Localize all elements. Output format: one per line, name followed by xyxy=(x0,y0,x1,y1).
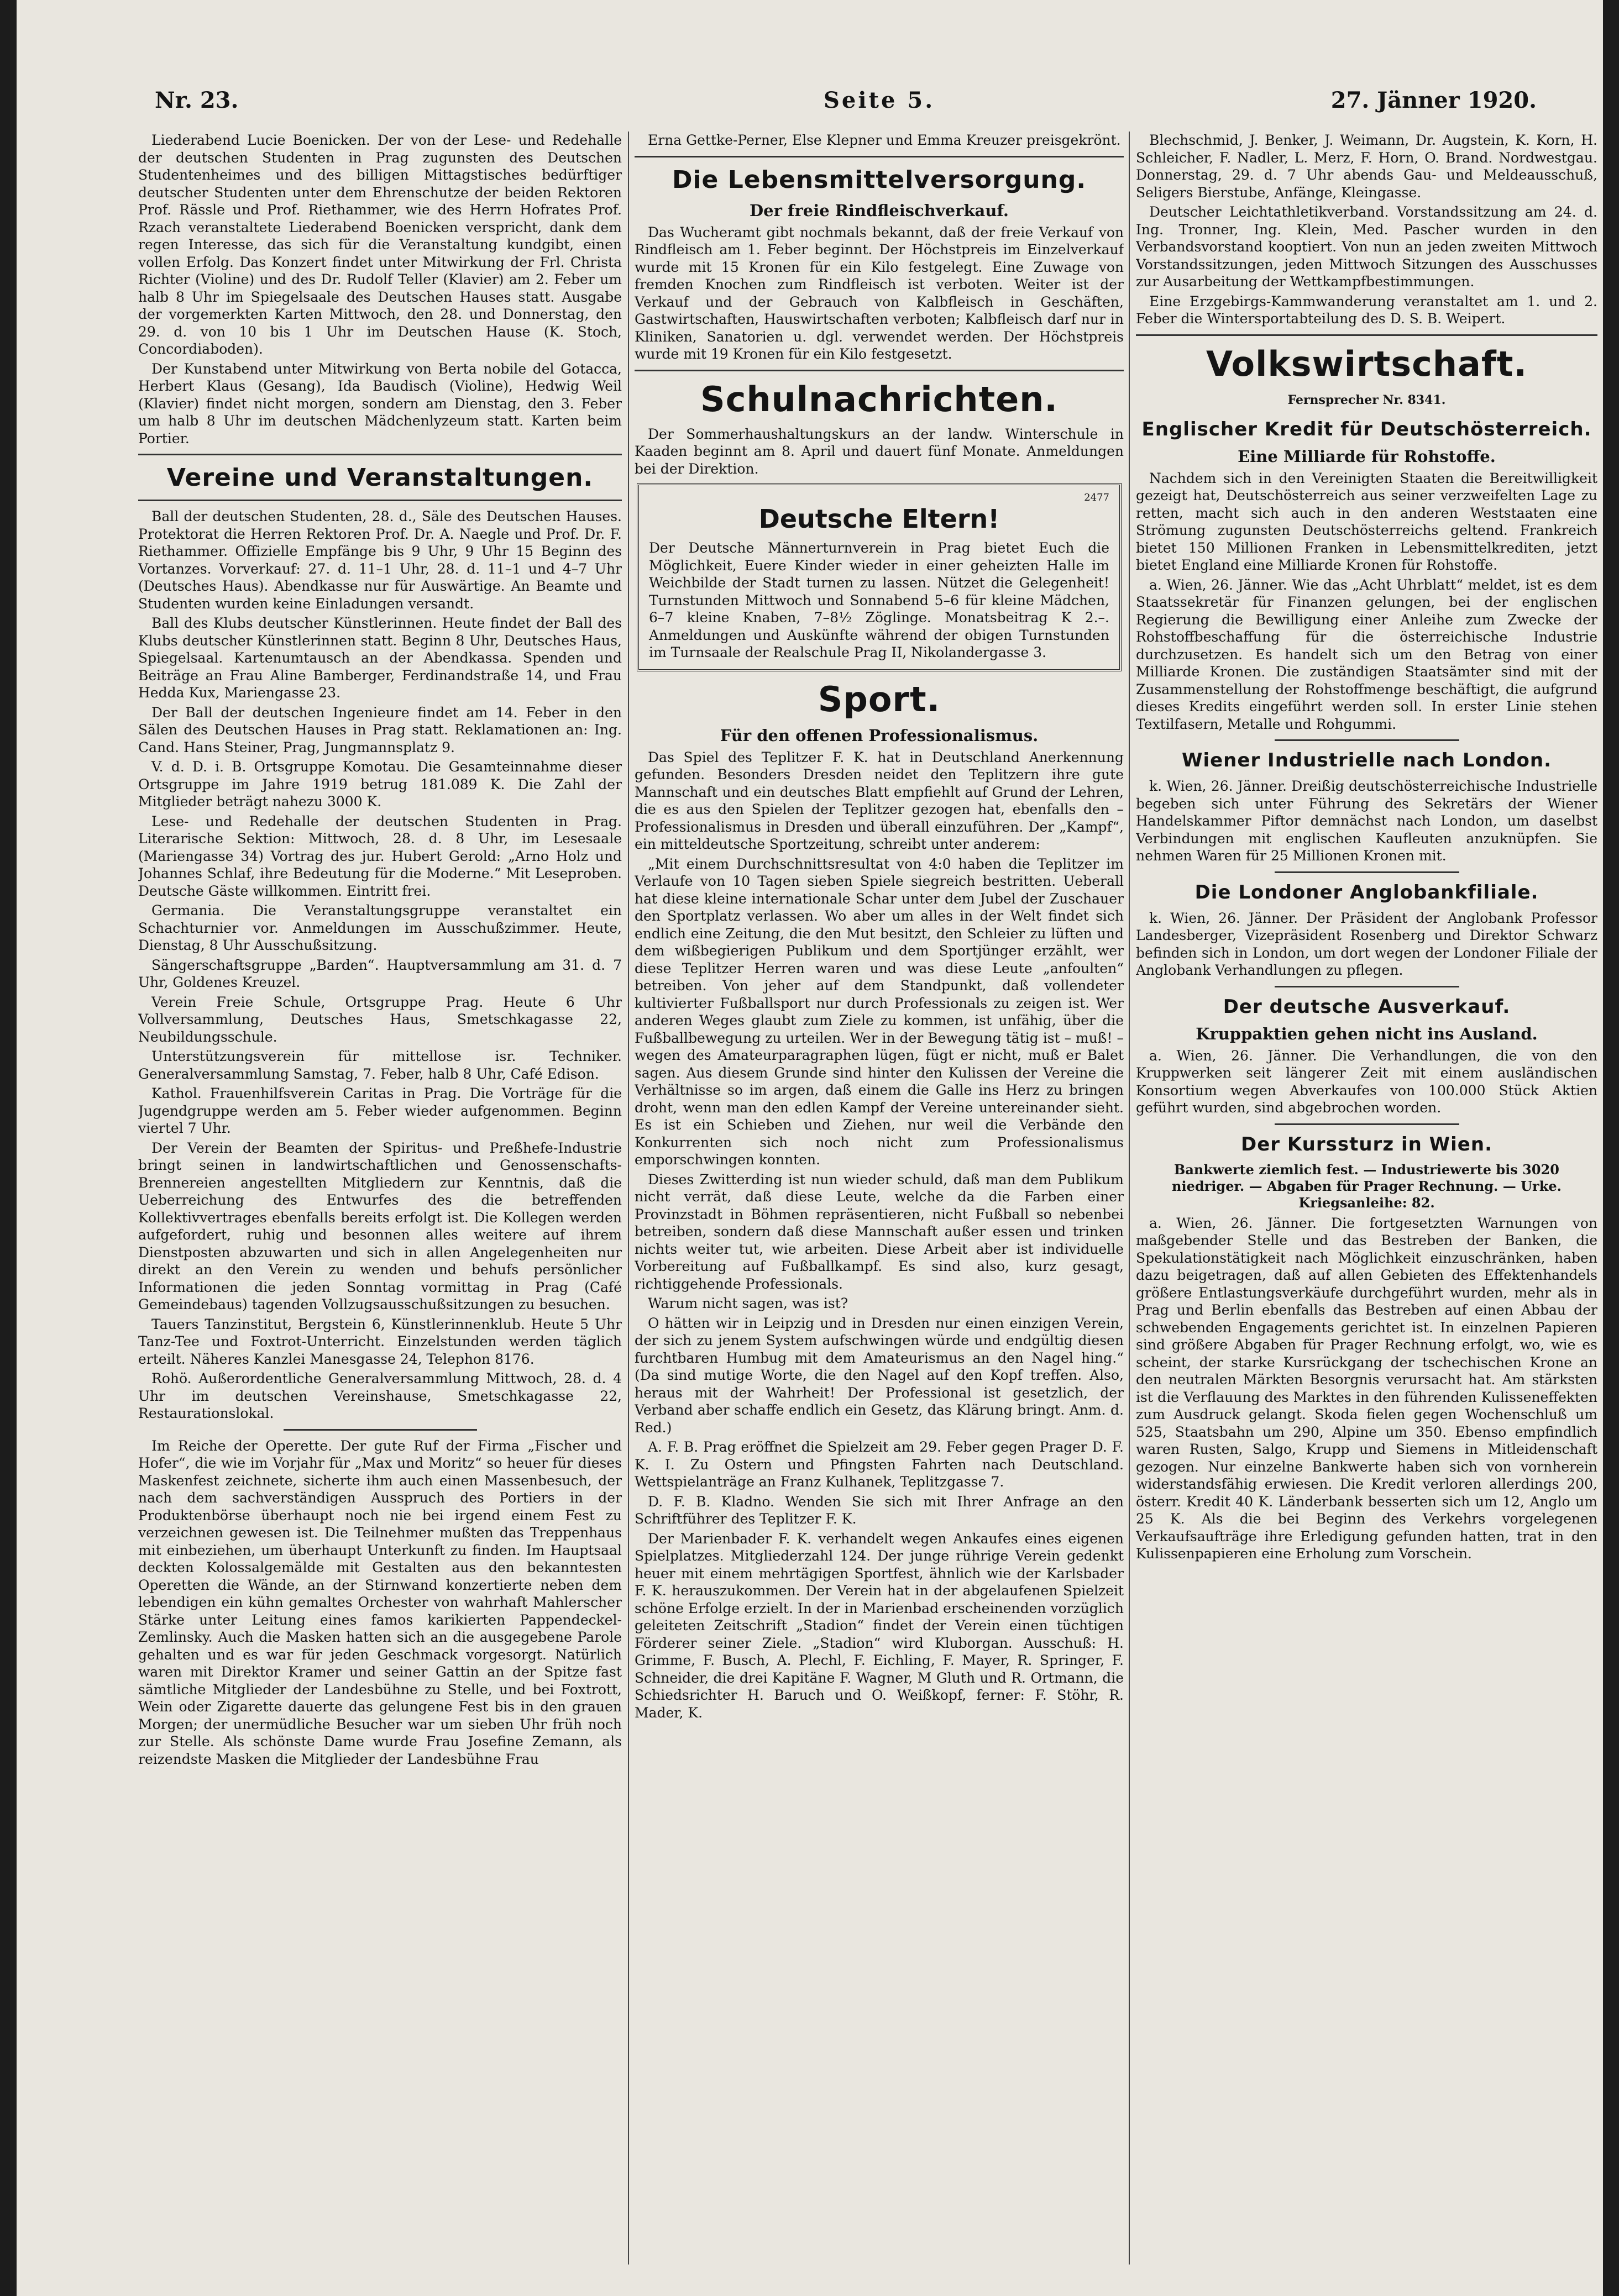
section-heading-sport: Sport. xyxy=(818,679,941,719)
notice-paragraph: Sängerschaftsgruppe „Barden“. Hauptversammlung am 31. d. 7 Uhr, Goldenes Kreuzel. xyxy=(138,957,622,990)
article-paragraph: Blechschmid, J. Benker, J. Weimann, Dr. Augstein, K. Korn, H. Schleicher, F. Nadler, L. Merz, F. Horn, O. Brand. Nordwestgau. Donnerstag, 29. d. 7 Uhr abends Gau- und Meldeausschuß, Seligers Bierstube, Anfänge, Kleingasse. xyxy=(1136,132,1597,201)
article-paragraph: k. Wien, 26. Jänner. Der Präsident der Anglobank Professor Landesberger, Vizepräsident Rosenberg und Direktor Schwarz befinden sich in London, um dort wegen der Londoner Filiale der Anglobank Verhandlungen zu pflegen. xyxy=(1136,910,1597,978)
newspaper-page xyxy=(17,0,1603,2296)
section-heading-vereine: Vereine und Veranstaltungen. xyxy=(166,464,594,492)
article-paragraph: D. F. B. Kladno. Wenden Sie sich mit Ihrer Anfrage an den Schriftführer des Teplitzer F. K. xyxy=(635,1493,1124,1527)
column-right xyxy=(1136,132,1597,2265)
article-paragraph: Erna Gettke-Perner, Else Klepner und Emma Kreuzer preisgekrönt. xyxy=(648,132,1121,148)
divider xyxy=(138,454,622,455)
divider xyxy=(1275,986,1459,987)
article-paragraph: „Mit einem Durchschnittsresultat von 4:0 haben die Teplitzer im Verlaufe von 10 Tagen sieben Spiele siegreich bestritten. Ueberall hat diese kleine internationale Schar unter dem Jubel der Zuschauer den Sportplatz verlassen. Wo aber um alles in der Welt findet sich endlich eine Zeitung, die den Mut besitzt, den Schleier zu lüften und dem wißbegierigen Publikum und dem Sportjünger erzählt, wer diese Teplitzer Herren waren und was diese Leute „anfoulten“ betreiben. Von jeher auf dem Standpunkt, daß vollendeter kultivierter Fußballsport nur durch Professionals zu zeigen ist. Wer anderen Weges glaubt zum Ziele zu kommen, ist unfähig, über die Fußballbewegung zu urteilen. Wer in der Bewegung tätig ist – muß! – wegen des Amateurparagraphen lügen, fügt er nicht, muß er Balet sagen. Aus diesem Grunde sind hinter den Kulissen der Vereine die Verhältnisse so im argen, daß einem die Galle ins Herz zu bringen droht, wenn man den edlen Kampf der Vereine untereinander sieht. Es ist ein Schieben und Ziehen, nur weil die Verbände den Konkurrenten sich noch nicht zum Professionalismus emporschwingen konnten. xyxy=(635,855,1124,1168)
article-paragraph: Liederabend Lucie Boenicken. Der von der Lese- und Redehalle der deutschen Studenten in Prag zugunsten des Deutschen Studentenheimes und des billigen Mittagstisches bedürftiger deutscher Studenten unter dem Ehrenschutze der beiden Rektoren Prof. Rässle und Prof. Riethammer, wie des Herrn Hofrates Prof. Rzach veranstaltete Liederabend Boenicken verspricht, dank dem regen Interesse, das sich für die Veranstaltung kundgibt, einen vollen Erfolg. Das Konzert findet unter Mitwirkung der Frl. Christa Richter (Violine) und des Dr. Rudolf Teller (Klavier) am 2. Feber um halb 8 Uhr im Spiegelsaale des Deutschen Hauses statt. Ausgabe der vorgemerkten Karten Mittwoch, den 28. und Donnerstag, den 29. d. von 10 bis 1 Uhr im Deutschen Hause (K. Stoch, Concordiaboden). xyxy=(138,132,622,357)
column-left xyxy=(138,132,622,2265)
issue-date: 27. Jänner 1920. xyxy=(1330,87,1537,113)
notice-paragraph: Germania. Die Veranstaltungsgruppe veranstaltet ein Schachturnier vor. Anmeldungen im Ausschußzimmer. Heute, Dienstag, 8 Uhr Ausschußsitzung. xyxy=(138,902,622,953)
article-paragraph: Deutscher Leichtathletikverband. Vorstandssitzung am 24. d. Ing. Tronner, Ing. Klein, Med. Pascher wurden in den Verbandsvorstand kooptiert. Von nun an jeden zweiten Mittwoch Vorstandssitzungen, jeden Mittwoch Sitzungen des Ausschusses zur Ausarbeitung der Wettkampfbestimmungen. xyxy=(1136,204,1597,290)
page-number: Seite 5. xyxy=(824,87,935,113)
article-paragraph: Das Wucheramt gibt nochmals bekannt, daß der freie Verkauf von Rindfleisch am 1. Feber beginnt. Der Höchstpreis im Einzelverkauf wurde mit 15 Kronen für ein Kilo festgelegt. Eine Zuwage von fremden Knochen zum Rindfleisch ist verboten. Weiter ist der Verkauf und der Gebrauch von Kalbfleisch in Geschäften, Gastwirtschaften, Hauswirtschaften verboten; Kalbfleisch darf nur in Kliniken, Sanatorien u. dgl. verwendet werden. Der Höchstpreis wurde mit 19 Kronen für ein Kilo festgesetzt. xyxy=(635,224,1124,362)
article-paragraph: a. Wien, 26. Jänner. Wie das „Acht Uhrblatt“ meldet, ist es dem Staatssekretär für Finanzen gelungen, bei der englischen Regierung die Bewilligung einer Anleihe zum Zwecke der Rohstoffbeschaffung für die österreichische Industrie durchzusetzen. Es handelt sich um den Betrag von einer Milliarde Kronen. Die zuständigen Staatsämter sind mit der Zusammenstellung der Rohstoffmenge beschäftigt, die aufgrund dieses Kredits eingeführt werden soll. In erster Linie stehen Textilfasern, Metalle und Rohgummi. xyxy=(1136,576,1597,732)
ad-title: Deutsche Eltern! xyxy=(758,504,1000,534)
ad-text: Der Deutsche Männerturnverein in Prag bietet Euch die Möglichkeit, Euere Kinder wieder in einer geheizten Halle im Weichbilde der Stadt turnen zu lassen. Nützet die Gelegenheit! Turnstunden Mittwoch und Sonnabend 5–6 für kleine Mädchen, 6–7 kleine Knaben, 7–8½ Zöglinge. Monatsbeitrag K 2.–. Anmeldungen und Auskünfte während der obigen Turnstunden im Turnsaale der Realschule Prag II, Nikolandergasse 3. xyxy=(649,540,1109,660)
article-paragraph: Der Marienbader F. K. verhandelt wegen Ankaufes eines eigenen Spielplatzes. Mitgliederzahl 124. Der junge rührige Verein gedenkt heuer mit einem mehrtägigen Sportfest, ähnlich wie der Karlsbader F. K. herauszukommen. Der Verein hat in der abgelaufenen Spielzeit schöne Erfolge erzielt. In der in Marienbad erscheinenden vorzüglich geleiteten Zeitschrift „Stadion“ findet der Verein einen tüchtigen Förderer seiner Ziele. „Stadion“ wird Kluborgan. Ausschuß: H. Grimme, F. Busch, A. Plechl, F. Eichling, F. Mayer, R. Springer, F. Schneider, die drei Kapitäne F. Wagner, M Gluth und R. Ortmann, die Schiedsrichter H. Baruch und O. Weißkopf, ferner: F. Stöhr, R. Mader, K. xyxy=(635,1530,1124,1721)
notice-paragraph: Verein Freie Schule, Ortsgruppe Prag. Heute 6 Uhr Vollversammlung, Deutsches Haus, Smetschkagasse 22, Neubildungsschule. xyxy=(138,994,622,1045)
notice-paragraph: V. d. D. i. B. Ortsgruppe Komotau. Die Gesamteinnahme dieser Ortsgruppe im Jahre 1919 betrug 181.089 K. Die Zahl der Mitglieder beträgt nahezu 3000 K. xyxy=(138,759,622,810)
article-paragraph: Nachdem sich in den Vereinigten Staaten die Bereitwilligkeit gezeigt hat, Deutschösterreich aus seiner verzweifelten Lage zu retten, macht sich auch in den anderen Weststaaten eine Strömung zugunsten Deutschösterreichs geltend. Frankreich bietet 150 Millionen Franken in Lebensmittelkrediten, jetzt bietet England eine Milliarde Kronen für Rohstoffe. xyxy=(1136,470,1597,573)
notice-paragraph: Rohö. Außerordentliche Generalversammlung Mittwoch, 28. d. 4 Uhr im deutschen Vereinshause, Smetschkagasse 22, Restaurationslokal. xyxy=(138,1370,622,1421)
column-rule xyxy=(628,132,629,2265)
telephone-line: Fernsprecher Nr. 8341. xyxy=(1287,392,1446,407)
article-subheading: Der freie Rindfleischverkauf. xyxy=(750,201,1009,220)
article-paragraph: Dieses Zwitterding ist nun wieder schuld, daß man dem Publikum nicht verrät, daß diese Leute, welche da die Farben einer Provinzstadt in Böhmen repräsentieren, nicht Fußball so nebenbei betreiben, sondern daß diese Mannschaft außer essen und trinken nichts weiter tut, wie arbeiten. Diese Arbeit aber ist individuelle Vorbereitung auf Fußballkampf. Es sind also, kurz gesagt, richtiggehende Professionals. xyxy=(635,1171,1124,1292)
notice-paragraph: Der Verein der Beamten der Spiritus- und Preßhefe-Industrie bringt seinen in landwirtschaftlichen und Genossenschafts-Brennereien angestellten Mitgliedern zur Kenntnis, daß die Ueberreichung des Entwurfes des die betreffenden Kollektivvertrages ebenfalls bereits erfolgt ist. Die Kollegen werden aufgefordert, ruhig und besonnen alles weitere auf ihrem Dienstposten abzuwarten und sich in allen Angelegenheiten nur direkt an den Verein zu wenden und behufs persönlicher Informationen die jeden Sonntag vormittag in Prag (Café Gemeindebaus) tagenden Vollzugsausschußsitzungen zu besuchen. xyxy=(138,1139,622,1312)
article-paragraph: Eine Erzgebirgs-Kammwanderung veranstaltet am 1. und 2. Feber die Wintersportabteilung des D. S. B. Weipert. xyxy=(1136,293,1597,327)
divider xyxy=(284,1429,477,1431)
article-subheading: Kruppaktien gehen nicht ins Ausland. xyxy=(1196,1024,1538,1043)
article-paragraph: Im Reiche der Operette. Der gute Ruf der Firma „Fischer und Hofer“, die wie im Vorjahr für „Max und Moritz“ so heuer für dieses Maskenfest zeichnete, sicherte ihm auch einen Massenbesuch, der nach dem sachverständigen Ausspruch des Portiers in der Produktenbörse überhaupt noch nie bei irgend einem Fest zu verzeichnen gewesen ist. Die Teilnehmer mußten das Treppenhaus mit einbeziehen, um überhaupt Unterkunft zu finden. Im Hauptsaal deckten Kolossalgemälde mit Gestalten aus den bekanntesten Operetten die Wände, an der Stirnwand konzertierte neben dem lebendigen ein kühn gemaltes Orchester von wahrhaft Mahlerscher Stärke unter Leitung eines famos karikierten Pappendeckel-Zemlinsky. Auch die Masken hatten sich an die ausgegebene Parole gehalten und es war für jeden Geschmack vorgesorgt. Natürlich waren mit Direktor Kramer und seiner Gattin an der Spitze fast sämtliche Mitglieder der Landesbühne zu Stelle, und bei Foxtrott, Wein oder Zigarette dauerte das gelungene Fest bis in den grauen Morgen; der unermüdliche Besucher war um sieben Uhr früh noch zur Stelle. Als schönste Dame wurde Frau Josefine Zemann, als reizendste Masken die Mitglieder der Landesbühne Frau xyxy=(138,1437,622,1767)
article-heading: Der deutsche Ausverkauf. xyxy=(1223,995,1511,1018)
article-paragraph: a. Wien, 26. Jänner. Die fortgesetzten Warnungen von maßgebender Stelle und das Bestreben der Banken, die Spekulationstätigkeit nach Möglichkeit einzuschränken, haben dazu beigetragen, daß auf allen Gebieten des Effektenhandels größere Entlastungsverkäufe durchgeführt wurden, mehr als in Prag und Berlin ebenfalls das Bestreben auf einen Abbau der schwebenden Engagements gerichtet ist. In einzelnen Papieren sind größere Abgaben für Prager Rechnung erfolgt, wo, wie es scheint, der starke Kursrückgang der tschechischen Krone an den neutralen Märkten Besorgnis verursacht hat. Am stärksten ist die Verflauung des Marktes in den führenden Kulisseneffekten zum Ausdruck gelangt. Skoda fielen gegen Wochenschluß um 525, Staatsbahn um 290, Alpine um 350. Ebenso empfindlich waren Rusten, Salgo, Krupp und Siemens in Mitleidenschaft gezogen. Nur einzelne Bankwerte haben sich von vornherein widerstandsfähig erwiesen. Die Kredit verloren allerdings 200, österr. Kredit 40 K. Länderbank besserten sich um 12, Anglo um 25 K. Als die bei Beginn des Verkehrs vorgelegenen Verkaufsaufträge ihre Erledigung gefunden hatten, trat in den Kulissenpapieren eine Erholung zum Vorschein. xyxy=(1136,1215,1597,1562)
article-paragraph: Der Sommerhaushaltungskurs an der landw. Winterschule in Kaaden beginnt am 8. April und dauert fünf Monate. Anmeldungen bei der Direktion. xyxy=(635,425,1124,477)
article-paragraph: a. Wien, 26. Jänner. Die Verhandlungen, die von den Kruppwerken seit längerer Zeit mit einem ausländischen Konsortium wegen Abverkaufes von 100.000 Stück Aktien geführt wurden, sind abgebrochen worden. xyxy=(1136,1047,1597,1116)
article-paragraph: O hätten wir in Leipzig und in Dresden nur einen einzigen Verein, der sich zu jenem System aufschwingen würde und endgültig diesen furchtbaren Humbug mit dem Amateurismus an den Nagel hing.“ (Da sind mutige Worte, die den Nagel auf den Kopf treffen. Also, heraus mit der Wahrheit! Der Professional ist gesetzlich, der Verband aber schaffe endlich ein Gesetz, das Klärung bringt. Anm. d. Red.) xyxy=(635,1315,1124,1436)
article-subheading: Für den offenen Professionalismus. xyxy=(720,726,1039,745)
article-heading: Der Kurssturz in Wien. xyxy=(1241,1133,1492,1155)
issue-number: Nr. 23. xyxy=(155,87,239,113)
section-heading-lebensmittel: Die Lebensmittelversorgung. xyxy=(672,165,1087,194)
article-heading: Englischer Kredit für Deutschösterreich. xyxy=(1141,418,1592,440)
divider xyxy=(1275,739,1459,741)
divider xyxy=(138,500,622,501)
article-subheading: Eine Milliarde für Rohstoffe. xyxy=(1238,446,1496,466)
notice-paragraph: Kathol. Frauenhilfsverein Caritas in Prag. Die Vorträge für die Jugendgruppe werden am 5. Feber wieder aufgenommen. Beginn viertel 7 Uhr. xyxy=(138,1085,622,1136)
notice-paragraph: Lese- und Redehalle der deutschen Studenten in Prag. Literarische Sektion: Mittwoch, 28. d. 8 Uhr, im Lesesaale (Mariengasse 34) Vortrag des jur. Hubert Gerold: „Arno Holz und Johannes Schlaf, ihre Bedeutung für die Moderne.“ Mit Leseproben. Deutsche Gäste willkommen. Eintritt frei. xyxy=(138,813,622,899)
section-heading-volkswirtschaft: Volkswirtschaft. xyxy=(1206,343,1528,384)
notice-paragraph: Tauers Tanzinstitut, Bergstein 6, Künstlerinnenklub. Heute 5 Uhr Tanz-Tee und Foxtrot-Unterricht. Einzelstunden werden täglich erteilt. Näheres Kanzlei Manesgasse 24, Telephon 8176. xyxy=(138,1316,622,1367)
divider xyxy=(1136,334,1597,336)
article-heading: Die Londoner Anglobankfiliale. xyxy=(1194,881,1539,903)
notice-paragraph: Der Ball der deutschen Ingenieure findet am 14. Feber in den Sälen des Deutschen Hauses in Prag statt. Reklamationen an: Ing. Cand. Hans Steiner, Prag, Jungmannsplatz 9. xyxy=(138,704,622,755)
article-heading: Wiener Industrielle nach London. xyxy=(1181,749,1552,771)
divider xyxy=(635,156,1124,157)
article-subheading: Bankwerte ziemlich fest. — Industriewerte bis 3020 niedriger. — Abgaben für Prager Rechnung. — Urke. Kriegsanleihe: 82. xyxy=(1172,1161,1562,1211)
divider xyxy=(1275,871,1459,873)
notice-paragraph: Unterstützungsverein für mittellose isr. Techniker. Generalversammlung Samstag, 7. Feber, halb 8 Uhr, Café Edison. xyxy=(138,1048,622,1082)
page-header xyxy=(111,83,1553,122)
ad-number: 2477 xyxy=(1084,492,1109,503)
column-middle xyxy=(635,132,1124,2265)
notice-paragraph: Ball der deutschen Studenten, 28. d., Säle des Deutschen Hauses. Protektorat die Herren Rektoren Prof. Dr. A. Naegle und Prof. Dr. F. Riethammer. Offizielle Empfänge bis 9 Uhr, 9 Uhr 15 Beginn des Vortanzes. Vorverkauf: 27. d. 11–1 Uhr, 28. d. 11–1 und 4–7 Uhr (Deutsches Haus). Abendkasse nur für Auswärtige. An Beamte und Studenten wurden keine Einladungen versandt. xyxy=(138,508,622,612)
article-paragraph: Warum nicht sagen, was ist? xyxy=(648,1295,848,1311)
article-paragraph: A. F. B. Prag eröffnet die Spielzeit am 29. Feber gegen Prager D. F. K. I. Zu Ostern und Pfingsten Fahrten nach Deutschland. Wettspielanträge an Franz Kulhanek, Teplitzgasse 7. xyxy=(635,1439,1124,1490)
section-heading-schulnachrichten: Schulnachrichten. xyxy=(700,379,1058,419)
article-paragraph: Das Spiel des Teplitzer F. K. hat in Deutschland Anerkennung gefunden. Besonders Dresden neidet den Teplitzern ihre gute Mannschaft und ein deutsches Blatt empfiehlt auf Grund der Lehren, die es aus den Spielen der Teplitzer gezogen hat, ebenfalls den – Professionalismus in Dresden und überall einzuführen. Der „Kampf“, ein mitteldeutsche Sportzeitung, schreibt unter anderem: xyxy=(635,749,1124,852)
article-paragraph: k. Wien, 26. Jänner. Dreißig deutschösterreichische Industrielle begeben sich unter Führung des Sekretärs der Wiener Handelskammer Piftor demnächst nach London, um daselbst Verbindungen mit englischen Kaufleuten anzuknüpfen. Sie nehmen Waren für 25 Millionen Kronen mit. xyxy=(1136,778,1597,864)
advertisement-box xyxy=(637,483,1122,671)
notice-paragraph: Ball des Klubs deutscher Künstlerinnen. Heute findet der Ball des Klubs deutscher Künstlerinnen statt. Beginn 8 Uhr, Deutsches Haus, Spiegelsaal. Kartenumtausch an der Abendkassa. Spenden und Beiträge an Frau Aline Bamberger, Ferdinandstraße 14, und Frau Hedda Kux, Mariengasse 23. xyxy=(138,615,622,701)
column-rule xyxy=(1129,132,1130,2265)
article-paragraph: Der Kunstabend unter Mitwirkung von Berta nobile del Gotacca, Herbert Klaus (Gesang), Ida Baudisch (Violine), Hedwig Weil (Klavier) findet nicht morgen, sondern am Dienstag, den 3. Feber um halb 8 Uhr im deutschen Mädchenlyzeum statt. Karten beim Portier. xyxy=(138,360,622,446)
divider xyxy=(635,370,1124,371)
divider xyxy=(1275,1123,1459,1125)
